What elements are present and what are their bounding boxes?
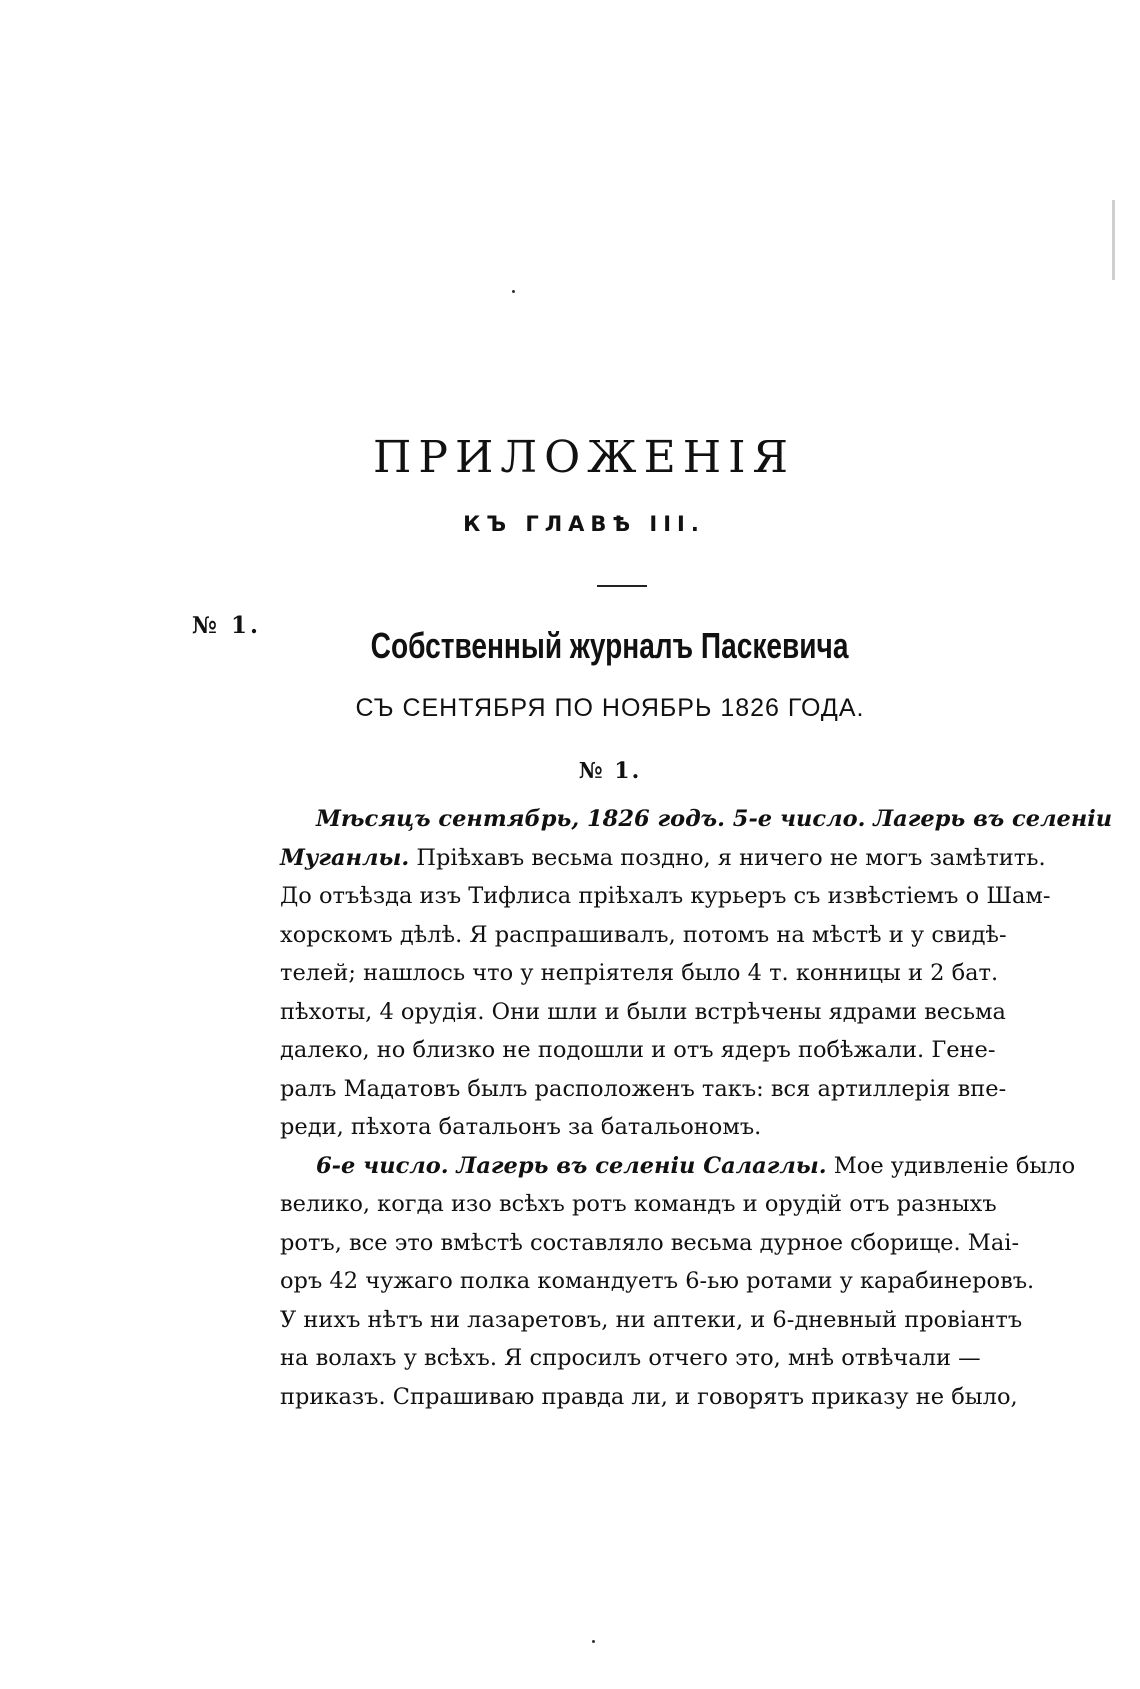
text-line	[280, 1185, 997, 1224]
divider-rule	[597, 585, 647, 587]
appendix-title: ПРИЛОЖЕНІЯ	[373, 432, 795, 483]
text-line	[280, 1031, 996, 1070]
text-run: реди, пѣхота батальонъ за батальономъ.	[280, 1114, 762, 1140]
text-line	[280, 993, 1006, 1032]
section-number: № 1.	[578, 758, 642, 784]
text-line	[280, 1339, 981, 1378]
scan-speck	[512, 290, 515, 293]
paragraph	[280, 1147, 1076, 1417]
text-line	[280, 1224, 1020, 1263]
text-run: ралъ Мадатовъ былъ расположенъ такъ: вся артиллерія впе-	[280, 1075, 1007, 1102]
text-run: пѣхоты, 4 орудія. Они шли и были встрѣчены ядрами весьма	[280, 998, 1006, 1025]
text-run: Пріѣхавъ весьма поздно, я ничего не могъ замѣтить.	[409, 844, 1046, 871]
text-run: далеко, но близко не подошли и отъ ядеръ побѣжали. Гене-	[280, 1037, 996, 1063]
text-line	[280, 954, 999, 993]
text-run: приказъ. Спрашиваю правда ли, и говорятъ приказу не было,	[280, 1383, 1018, 1410]
chapter-subtitle: КЪ ГЛАВѢ III.	[463, 512, 705, 536]
paragraph	[280, 800, 1113, 1147]
scan-speck	[592, 1640, 595, 1643]
italic-heading-run: Муганлы.	[280, 844, 410, 871]
italic-heading-run: Мѣсяцъ сентябрь, 1826 годъ. 5-е число. Лагерь въ селеніи	[316, 806, 1113, 832]
body-text	[280, 800, 1113, 1416]
text-line	[280, 1301, 1023, 1340]
text-run: ротъ, все это вмѣстѣ составляло весьма дурное сборище. Маі-	[280, 1229, 1020, 1256]
text-run: До отъѣзда изъ Тифлиса пріѣхалъ курьеръ съ извѣстіемъ о Шам-	[280, 883, 1051, 909]
text-line	[280, 1070, 1007, 1109]
text-line	[280, 916, 1007, 955]
margin-document-number: № 1.	[192, 612, 262, 639]
scan-edge-mark	[1112, 200, 1115, 280]
text-run: У нихъ нѣтъ ни лазаретовъ, ни аптеки, и 6-дневный провіантъ	[280, 1306, 1023, 1333]
text-line	[280, 1262, 1035, 1301]
text-line	[280, 1378, 1018, 1417]
text-run: оръ 42 чужаго полка командуетъ 6-ью ротами у карабинеровъ.	[280, 1268, 1035, 1294]
text-line	[280, 1108, 978, 1147]
text-line	[280, 800, 1113, 839]
text-line	[280, 877, 1051, 916]
italic-heading-run: 6-е число. Лагерь въ селеніи Салаглы.	[316, 1152, 827, 1179]
text-run: на волахъ у всѣхъ. Я спросилъ отчего это, мнѣ отвѣчали —	[280, 1345, 981, 1371]
text-run: велико, когда изо всѣхъ ротъ командъ и орудій отъ разныхъ	[280, 1191, 997, 1217]
document-subtitle: СЪ СЕНТЯБРЯ ПО НОЯБРЬ 1826 ГОДА.	[355, 694, 865, 722]
text-run: хорскомъ дѣлѣ. Я распрашивалъ, потомъ на мѣстѣ и у свидѣ-	[280, 921, 1007, 948]
text-line	[280, 1147, 1076, 1186]
text-run: Мое удивленіе было	[826, 1152, 1076, 1179]
document-title: Собственный журналъ Паскевича	[370, 625, 849, 666]
text-line	[280, 839, 1046, 878]
text-run: телей; нашлось что у непріятеля было 4 т. конницы и 2 бат.	[280, 960, 999, 986]
